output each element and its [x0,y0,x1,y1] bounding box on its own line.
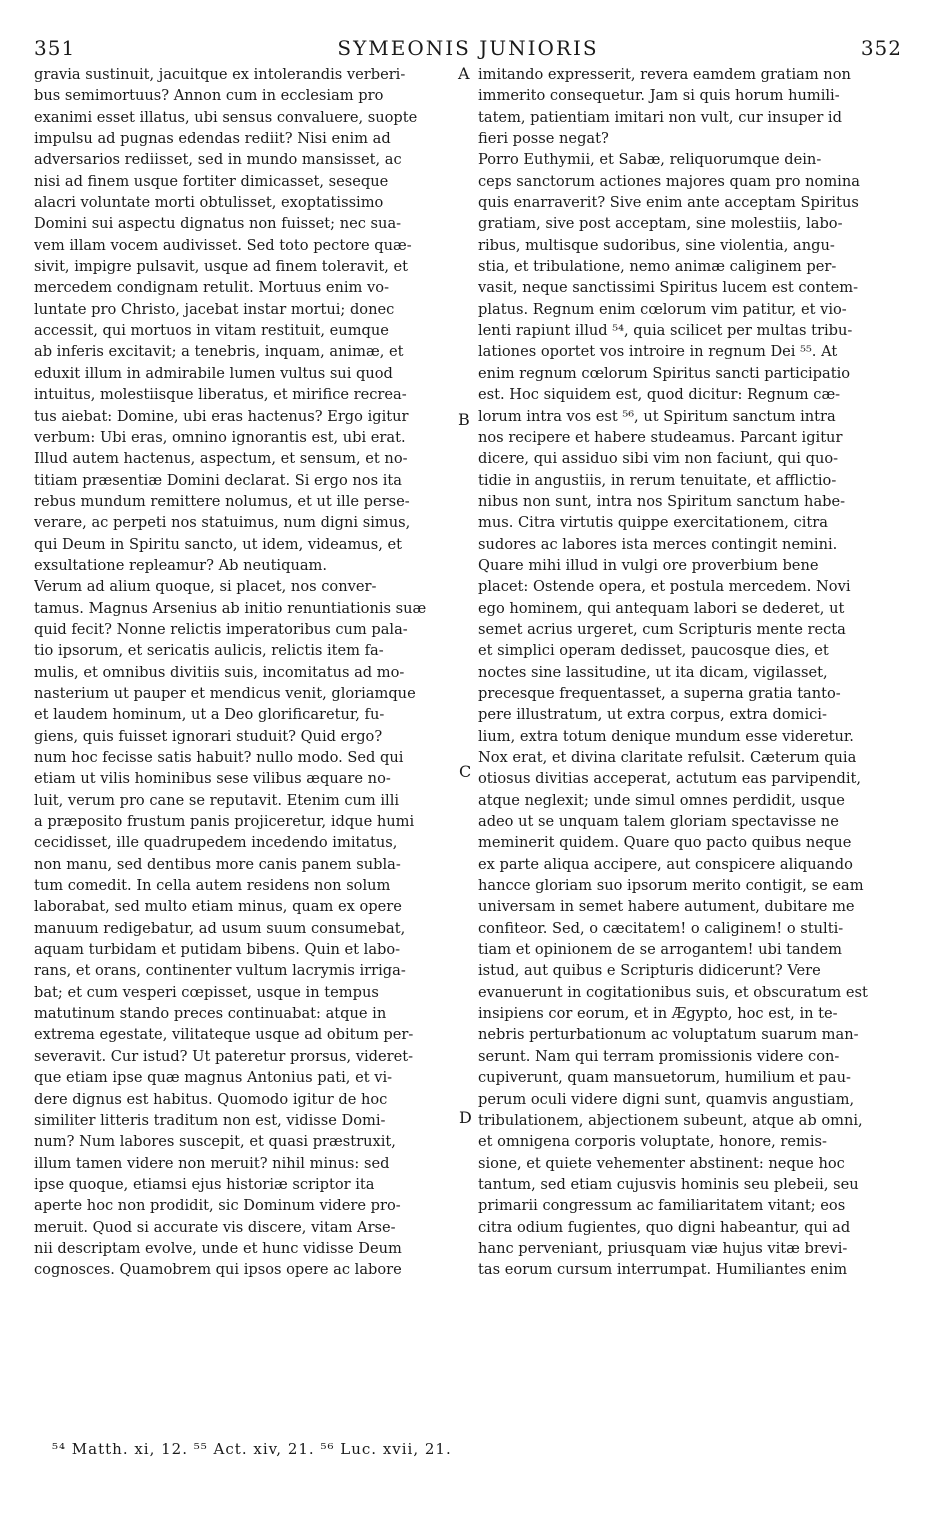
text-line: confiteor. Sed, o cæcitatem! o caliginem! o stulti- [478,919,844,937]
text-line: est. Hoc siquidem est, quod dicitur: Regnum cæ- [478,386,841,404]
text-line: cupiverunt, quam mansuetorum, humilium et pau- [478,1069,851,1087]
text-line: Porro Euthymii, et Sabæ, reliquorumque dein- [478,151,822,169]
text-line: insipiens cor eorum, et in Ægypto, hoc est, in te- [478,1005,838,1023]
text-line: nii descriptam evolve, unde et hunc vidisse Deum [34,1239,402,1257]
text-line: lationes oportet vos introire in regnum Dei ⁵⁵. At [478,343,838,361]
text-line: perum oculi videre digni sunt, quamvis angustiam, [478,1090,855,1108]
text-line: pere illustratum, ut extra corpus, extra domici- [478,706,827,724]
text-line: quis enarraverit? Sive enim ante acceptam Spiritus [478,194,859,212]
left-column [34,64,454,1281]
section-marker-c: C [459,762,472,781]
text-line: nibus non sunt, intra nos Spiritum sanctum habe- [478,492,846,510]
text-line: vem illam vocem audivisset. Sed toto pectore quæ- [34,236,412,254]
text-line: nebris perturbationum ac voluptatum suarum man- [478,1026,859,1044]
page-number-right: 352 [860,36,902,60]
text-line: tio ipsorum, et sericatis aulicis, relictis item fa- [34,642,384,660]
text-line: fieri posse negat? [478,130,609,148]
text-line: placet: Ostende opera, et postula mercedem. Novi [478,578,851,596]
text-line: ipse quoque, etiamsi ejus historiæ scriptor ita [34,1175,375,1193]
text-line: manuum redigebatur, ad usum suum consumebat, [34,919,406,937]
text-line: meminerit quidem. Quare quo pacto quibus neque [478,834,852,852]
text-line: et simplici operam dedisset, paucosque dies, et [478,642,829,660]
text-line: eduxit illum in admirabile lumen vultus sui quod [34,364,393,382]
text-line: tidie in angustiis, in rerum tenuitate, et afflictio- [478,471,837,489]
text-line: verare, ac perpeti nos statuimus, num digni simus, [34,514,411,532]
text-line: ribus, multisque sudoribus, sine violentia, angu- [478,236,835,254]
text-line: severavit. Cur istud? Ut pateretur prorsus, videret- [34,1047,414,1065]
text-line: aquam turbidam et putidam bibens. Quin et labo- [34,941,401,959]
text-line: Quare mihi illud in vulgi ore proverbium bene [478,556,819,574]
text-line: semet acrius urgeret, cum Scripturis mente recta [478,620,846,638]
text-line: tus aiebat: Domine, ubi eras hactenus? Ergo igitur [34,407,409,425]
text-line: mercedem condignam retulit. Mortuus enim vo- [34,279,389,297]
text-line: Nox erat, et divina claritate refulsit. Cæterum quia [478,749,857,766]
running-title: SYMEONIS JUNIORIS [337,36,599,60]
text-line: precesque frequentasset, a superna gratia tanto- [478,684,841,702]
text-line: adversarios rediisset, sed in mundo mansisset, ac [34,151,402,169]
text-line: evanuerunt in cogitationibus suis, et obscuratum est [478,983,868,1001]
text-line: intuitus, molestiisque liberatus, et mirifice recrea- [34,386,407,404]
text-line: tamus. Magnus Arsenius ab initio renuntiationis suæ [34,599,427,617]
text-line: mulis, et omnibus divitiis suis, incomitatus ad mo- [34,663,405,681]
text-line: serunt. Nam qui terram promissionis videre con- [478,1047,840,1065]
text-line: nos recipere et habere studeamus. Parcant igitur [478,428,843,446]
text-line: ceps sanctorum actiones majores quam pro nomina [478,172,860,190]
text-line: nasterium ut pauper et mendicus venit, gloriamque [34,684,416,702]
text-line: vasit, neque sanctissimi Spiritus lucem est contem- [478,279,859,297]
text-line: cognosces. Quamobrem qui ipsos opere ac labore [34,1261,402,1279]
text-line: verbum: Ubi eras, omnino ignorantis est, ubi erat. [34,428,406,446]
text-line: immerito consequetur. Jam si quis horum humili- [478,87,840,105]
text-line: alacri voluntate morti obtulisset, exoptatissimo [34,194,384,212]
section-marker-d: D [459,1108,472,1127]
text-line: gratiam, sive post acceptam, sine molestiis, labo- [478,215,843,233]
text-line: citra odium fugientes, quo digni habeantur, qui ad [478,1218,851,1236]
text-line: tiam et opinionem de se arrogantem! ubi tandem [478,941,842,959]
text-line: hancce gloriam suo ipsorum merito contigit, se eam [478,877,864,895]
text-line: sivit, impigre pulsavit, usque ad finem toleravit, et [34,258,408,276]
text-line: Domini sui aspectu dignatus non fuisset; nec sua- [34,215,402,233]
text-line: cecidisset, ille quadrupedem incedendo imitatus, [34,834,398,852]
page-number-left: 351 [34,36,76,60]
text-line: dicere, qui assiduo sibi vim non faciunt, qui quo- [478,450,839,468]
text-line: atque neglexit; unde simul omnes perdidit, usque [478,791,845,809]
text-line: meruit. Quod si accurate vis discere, vitam Arse- [34,1218,396,1236]
footnotes: ⁵⁴ Matth. xi, 12. ⁵⁵ Act. xiv, 21. ⁵⁶ Luc. xvii, 21. [52,1440,452,1458]
text-line: universam in semet habere autument, dubitare me [478,898,855,916]
text-line: lenti rapiunt illud ⁵⁴, quia scilicet per multas tribu- [478,322,853,340]
text-line: tas eorum cursum interrumpat. Humiliantes enim [478,1261,848,1279]
text-line: exanimi esset illatus, ubi sensus convaluere, suopte [34,108,418,126]
text-line: luit, verum pro cane se reputavit. Etenim cum illi [34,791,400,809]
text-line: platus. Regnum enim cœlorum vim patitur, et vio- [478,300,847,318]
text-line: primarii congressum ac familiaritatem vitant; eos [478,1197,846,1215]
text-line: ego hominem, qui antequam labori se dederet, ut [478,599,845,617]
text-line: num? Num labores suscepit, et quasi præstruxit, [34,1133,396,1151]
text-line: a præposito frustum panis projiceretur, idque humi [34,813,415,831]
text-line: ex parte aliqua accipere, aut conspicere aliquando [478,855,853,873]
text-line: Illud autem hactenus, aspectum, et sensum, et no- [34,450,408,468]
section-marker-b: B [458,410,470,429]
text-line: stia, et tribulatione, nemo animæ caliginem per- [478,258,837,276]
text-line: tum comedit. In cella autem residens non solum [34,877,391,895]
text-line: matutinum stando preces continuabat: atque in [34,1005,387,1023]
text-line: aperte hoc non prodidit, sic Dominum videre pro- [34,1197,401,1215]
text-line: gravia sustinuit, jacuitque ex intolerandis verberi- [34,66,406,83]
text-line: tatem, patientiam imitari non vult, cur insuper id [478,108,842,126]
text-line: hanc perveniant, priusquam viæ hujus vitæ brevi- [478,1239,848,1257]
text-line: Verum ad alium quoque, si placet, nos conver- [34,578,377,596]
text-line: ab inferis excitavit; a tenebris, inquam, animæ, et [34,343,404,361]
text-line: sione, et quiete vehementer abstinent: neque hoc [478,1154,845,1172]
text-line: illum tamen videre non meruit? nihil minus: sed [34,1154,390,1172]
text-line: rans, et orans, continenter vultum lacrymis irriga- [34,962,406,980]
text-line: istud, aut quibus e Scripturis didicerunt? Vere [478,962,821,980]
text-line: et omnigena corporis voluptate, honore, remis- [478,1133,827,1151]
text-line: nisi ad finem usque fortiter dimicasset, seseque [34,172,389,190]
text-line: dere dignus est habitus. Quomodo igitur de hoc [34,1090,388,1108]
text-line: titiam præsentiæ Domini declarat. Si ergo nos ita [34,471,402,489]
text-line: tribulationem, abjectionem subeunt, atque ab omni, [478,1111,863,1129]
text-line: bus semimortuus? Annon cum in ecclesiam pro [34,87,384,105]
text-line: tantum, sed etiam cujusvis hominis seu plebeii, seu [478,1175,859,1193]
text-line: lorum intra vos est ⁵⁶, ut Spiritum sanctum intra [478,407,836,425]
text-line: bat; et cum vesperi cœpisset, usque in tempus [34,983,379,1001]
text-line: laborabat, sed multo etiam minus, quam ex opere [34,898,402,916]
text-line: extrema egestate, vilitateque usque ad obitum per- [34,1026,414,1044]
page-header [34,36,902,58]
text-line: non manu, sed dentibus more canis panem subla- [34,855,401,873]
text-line: que etiam ipse quæ magnus Antonius pati, et vi- [34,1069,393,1087]
text-line: noctes sine lassitudine, ut ita dicam, vigilasset, [478,663,828,681]
text-line: similiter litteris traditum non est, vidisse Domi- [34,1111,386,1129]
text-line: num hoc fecisse satis habuit? nullo modo. Sed qui [34,749,404,766]
text-line: sudores ac labores ista merces contingit nemini. [478,535,838,553]
right-column [478,64,902,1281]
text-line: lium, extra totum denique mundum esse videretur. [478,727,854,745]
section-marker-a: A [458,64,470,83]
text-line: enim regnum cœlorum Spiritus sancti participatio [478,364,851,382]
text-line: otiosus divitias acceperat, actutum eas parvipendit, [478,770,862,788]
text-line: accessit, qui mortuos in vitam restituit, eumque [34,322,389,340]
text-line: etiam ut vilis hominibus sese vilibus æquare no- [34,770,391,788]
text-line: adeo ut se unquam talem gloriam spectavisse ne [478,813,839,831]
text-line: qui Deum in Spiritu sancto, ut idem, videamus, et [34,535,402,553]
text-line: luntate pro Christo, jacebat instar mortui; donec [34,300,395,318]
text-line: exsultatione repleamur? Ab neutiquam. [34,556,328,574]
text-line: giens, quis fuisset ignorari studuit? Quid ergo? [34,727,383,745]
text-line: rebus mundum remittere nolumus, et ut ille perse- [34,492,410,510]
text-line: impulsu ad pugnas edendas rediit? Nisi enim ad [34,130,391,148]
text-line: mus. Citra virtutis quippe exercitationem, citra [478,514,828,532]
text-line: imitando expresserit, revera eamdem gratiam non [478,66,851,83]
text-line: quid fecit? Nonne relictis imperatoribus cum pala- [34,620,408,638]
text-line: et laudem hominum, ut a Deo glorificaretur, fu- [34,706,385,724]
